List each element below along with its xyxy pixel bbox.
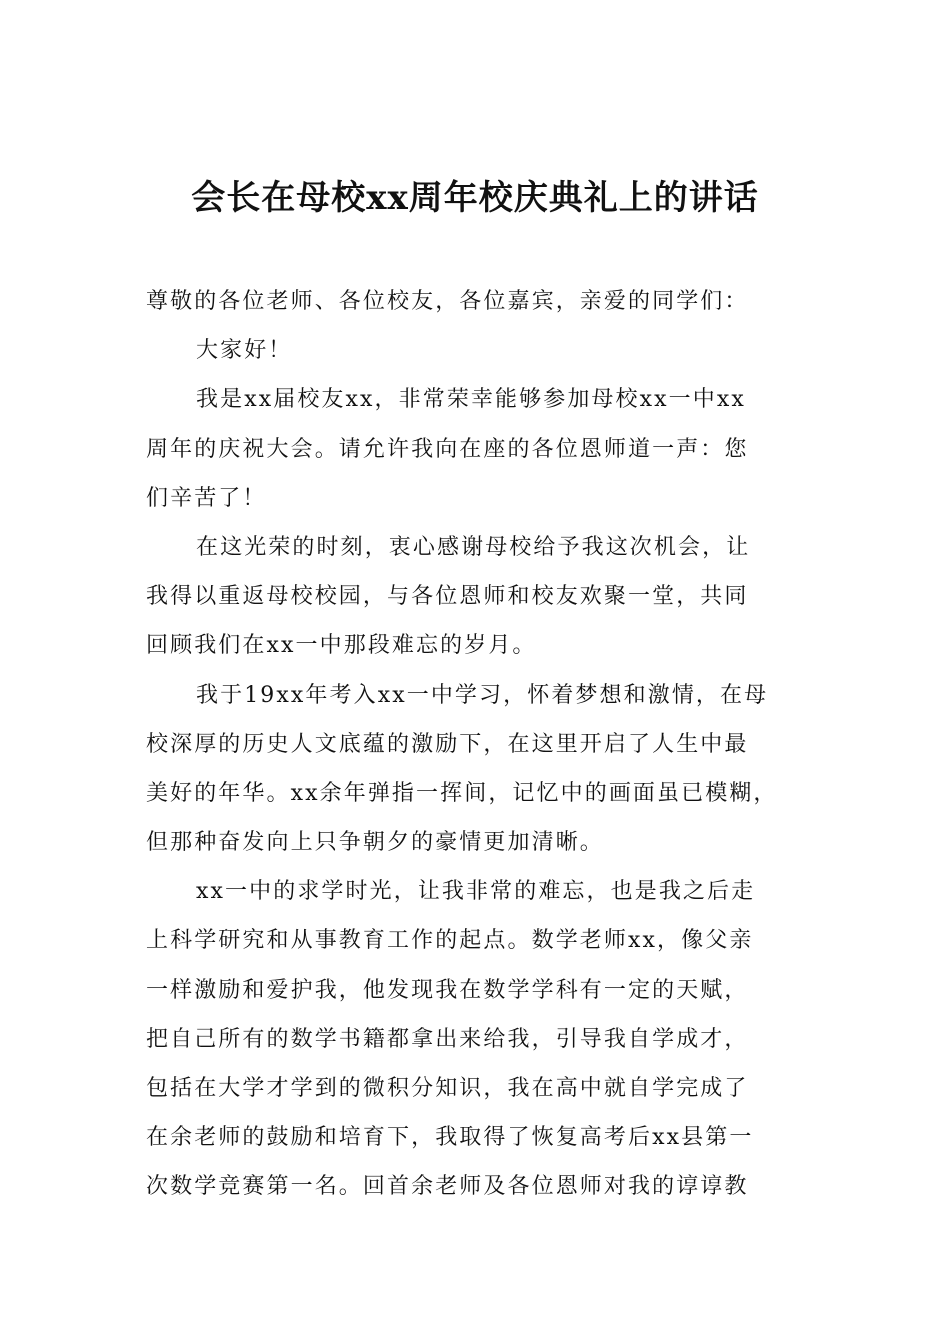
- body-line: 我于19xx年考入xx一中学习，怀着梦想和激情，在母: [196, 682, 769, 708]
- body-line: 但那种奋发向上只争朝夕的豪情更加清晰。: [146, 830, 604, 856]
- body-line: 包括在大学才学到的微积分知识，我在高中就自学完成了: [146, 1076, 749, 1101]
- body-line: 美好的年华。xx余年弹指一挥间，记忆中的画面虽已模糊，: [146, 780, 778, 806]
- body-line: 在这光荣的时刻，衷心感谢母校给予我这次机会，让: [196, 534, 751, 560]
- body-line: 一样激励和爱护我，他发现我在数学学科有一定的天赋，: [146, 977, 749, 1003]
- body-line: 次数学竞赛第一名。回首余老师及各位恩师对我的谆谆教: [146, 1174, 749, 1200]
- body-line: 把自己所有的数学书籍都拿出来给我，引导我自学成才，: [146, 1026, 749, 1052]
- body-line: 我是xx届校友xx，非常荣幸能够参加母校xx一中xx: [196, 387, 746, 413]
- body-line: 我得以重返母校校园，与各位恩师和校友欢聚一堂，共同: [146, 584, 749, 610]
- body-line: 尊敬的各位老师、各位校友，各位嘉宾，亲爱的同学们：: [146, 289, 749, 314]
- body-line: 大家好！: [196, 338, 293, 364]
- document-body: [146, 277, 822, 1212]
- body-line: 周年的庆祝大会。请允许我向在座的各位恩师道一声：您: [146, 436, 749, 462]
- body-line: 回顾我们在xx一中那段难忘的岁月。: [146, 633, 537, 659]
- body-line: 上科学研究和从事教育工作的起点。数学老师xx，像父亲: [146, 928, 754, 954]
- body-line: 校深厚的历史人文底蕴的激励下，在这里开启了人生中最: [146, 731, 749, 757]
- body-line: 在余老师的鼓励和培育下，我取得了恢复高考后xx县第一: [146, 1125, 754, 1151]
- body-line: xx一中的求学时光，让我非常的难忘，也是我之后走: [196, 879, 756, 905]
- document-title: 会长在母校xx周年校庆典礼上的讲话: [191, 178, 759, 218]
- body-line: 们辛苦了！: [146, 485, 267, 511]
